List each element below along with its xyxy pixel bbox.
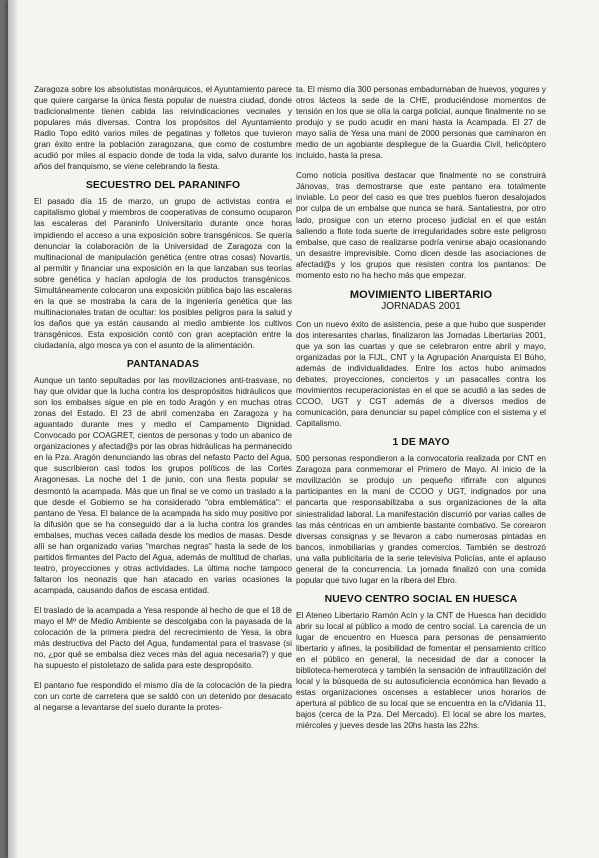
huesca-paragraph: El Ateneo Libertario Ramón Acín y la CNT de Huesca han decidido abrir su local al público a modo de centro social. La carencia de un lugar de encuentro en Huesca para personas de pensamiento libertario y afines, la posibilidad de fomentar el pensamiento crítico en el público en general, la necesidad de dar a conocer la biblioteca-hemeroteca y también la sensación de infrautilización del local y la búsqueda de su autosuficiencia económica han llevado a estas organizaciones oscenses a establecer unos horarios de apertura al público de su local que se encuentra en la c/Vidania 11, bajos (cerca de la Pza. Del Mercado). El local se abre los martes, miércoles y jueves desde las 20hs hasta las 22hs.: [296, 610, 546, 731]
heading-1-de-mayo: 1 DE MAYO: [392, 437, 450, 449]
paraninfo-paragraph: El pasado día 15 de marzo, un grupo de activistas contra el capitalismo global y miembros de cooperativas de consumo ocuparon las escaleras del Paraninfo Universitario durante once horas impidiendo el acceso a una exposición sobre transgénicos. Se quería denunciar la colaboración de la Universidad de Zaragoza con la multinacional de manipulación genética (entre otras cosas) Novartis, al permitir y financiar una exposición en la que lanzaban sus teorías sobre genética y hacían apología de los productos transgénicos. Simultáneamente colocaron una exposición pública bajo las escaleras en la que se mostraba la cara de la ingeniería genética que las multinacionales tratan de ocultar: los posibles peligros para la salud y los daños que ya están causando al medio ambiente los cultivos transgénicos. Esta exposición contó con gran aceptación entre la ciudadanía, algo mosca ya con el asunto de la alimentación.: [34, 197, 292, 350]
heading-paraninfo: SECUESTRO DEL PARANINFO: [85, 180, 241, 192]
intro-paragraph: Zaragoza sobre los absolutistas monárquicos, el Ayuntamiento parece que quiere cargarse la única fiesta popular de nuestra ciudad, donde tradicionalmente tienen cabida las reivindicaciones vecinales y populares más diversas. Contra los propósitos del Ayuntamiento Radio Topo editó varios miles de pegatinas y folletos que tuvieron gran éxito entre la población zaragozana, que como de costumbre acudió por miles al espacio donde de toda la vida, salvo durante los años del franquismo, se viene celebrando la fiesta.: [34, 85, 292, 172]
pantanadas-paragraph-3: El pantano fue respondido el mismo día de la colocación de la piedra con un corte de carretera que se saldó con un detenido por desacato al negarse a levantarse del suelo durante la protes-: [34, 681, 292, 713]
heading-centro-social-huesca: NUEVO CENTRO SOCIAL EN HUESCA: [324, 593, 518, 605]
noticia-paragraph: Como noticia positiva destacar que finalmente no se construirá Jánovas, tras demostrarse que este pantano era totalmente inviable. Lo peor del caso es que tres pueblos fueron desalojados por culpa de un embalse que nunca se hará. Santaliestra, por otro lado, prosigue con un eterno proceso judicial en el que están saliendo a flote toda suerte de irregularidades sobre este peligroso embalse, que caso de realizarse podría venirse abajo ocasionando un desastre imprevisible. Como dicen desde las asociaciones de afectad@s y los grupos que resisten contra los pantanos: De momento esto no ha hecho más que empezar.: [296, 171, 546, 280]
pantanadas-paragraph-2: El traslado de la acampada a Yesa responde al hecho de que el 18 de mayo el Mº de Medio Ambiente se descolgaba con la payasada de la colocación de la primera piedra del recrecimiento de Yesa, la obra más destructiva del Pacto del Agua, fundamental para el trasvase (si no, ¿por qué se embalsa diez veces más del agua necesaria?) y que ha supuesto el pistoletazo de salida para este despropósito.: [34, 605, 292, 671]
mayo-paragraph: 500 personas respondieron a la convocatoria realizada por CNT en Zaragoza para conmemorar el Primero de Mayo. Al inicio de la movilización se produjo un pequeño rifirrafe con algunos participantes en la mani de CCOO y UGT, indignados por una pancarta que responsabilizaba a sus organizaciones de la alta siniestralidad laboral. La manifestación discurrió por varias calles de las más céntricas en un ambiente bastante combativo. Se corearon diversas consignas y se llevaron a cabo numerosas pintadas en bancos, inmobiliarias y grandes comercios. También se destrozó una valla publicitaria de la serie televisiva Policías, ante el aplauso general de la concurrencia. La jornada finalizó con una comida popular que tuvo lugar en la ribera del Ebro.: [296, 454, 546, 585]
subheading-jornadas: JORNADAS 2001: [381, 300, 461, 312]
page-binding-shadow: [8, 0, 18, 858]
document-page: [8, 0, 599, 858]
pantanadas-paragraph-1: Aunque un tanto sepultadas por las movilizaciones anti-trasvase, no hay que olvidar que la lucha contra los despropósitos hidráulicos que son los embalses sigue en pie en todo Aragón y en muchas otras zonas del Estado. El 23 de abril comenzaba en Zaragoza y ha aguantado durante mes y medio el Campamento Dignidad. Convocado por COAGRET, cientos de personas y todo un abanico de organizaciones y afectad@s por las obras hidráulicas ha permanecido en la Pza. Aragón denunciando las obras del nefasto Pacto del Agua, que suscribieron casi todos los grupos políticos de las Cortes Aragonesas. La noche del 1 de junio, con una fiesta popular se desmontó la acampada. Más que un final se ve como un traslado a la que desde el Gobierno se ha considerado "obra emblemática": el pantano de Yesa. El balance de la acampada ha sido muy positivo por la difusión que se ha conseguido dar a la lucha contra los grandes embalses, muchas veces callada desde los medios de masas. Desde allí se han organizado varias "marchas negras" hasta la sede de los partidos firmantes del Pacto del Agua, además de multitud de charlas, teatro, proyecciones y otras actividades. La última noche tampoco faltaron los neonazis que han atacado en varias ocasiones la acampada, causando daños de escasa entidad.: [34, 376, 292, 595]
left-column: [34, 84, 292, 713]
movimiento-paragraph: Con un nuevo éxito de asistencia, pese a que hubo que suspender dos interesantes charlas, finalizaron las Jornadas Libertarias 2001, que ya son las cuartas y que se celebraron entre abril y mayo, organizadas por la FIJL, CNT y la Agrupación Anarquista El Búho, además de individualidades. Entre los actos hubo animados debates, proyecciones, conciertos y un pasacalles contra los movimientos recuperacionistas en el que se acudió a las sedes de CCOO, UGT y CGT además de a diversos medios de comunicación, para denunciar su papel cómplice con el sistema y el Capitalismo.: [296, 319, 546, 429]
right-column: [296, 84, 546, 731]
heading-movimiento-libertario: MOVIMIENTO LIBERTARIO: [349, 288, 493, 301]
heading-pantanadas: PANTANADAS: [126, 359, 200, 371]
continuation-paragraph: ta. El mismo día 300 personas embadurnaban de huevos, yogures y otros lácteos la sede de la CHE, produciéndose momentos de tensión en los que se olía la carga policial, aunque finalmente no se produjo y se pudo acudir en mani hasta la Acampada. El 27 de mayo salía de Yesa una mani de 2000 personas que caminaron en medio de un agobiante despliegue de la Guardia Civil, helicóptero incluido, hasta la presa.: [296, 85, 546, 161]
